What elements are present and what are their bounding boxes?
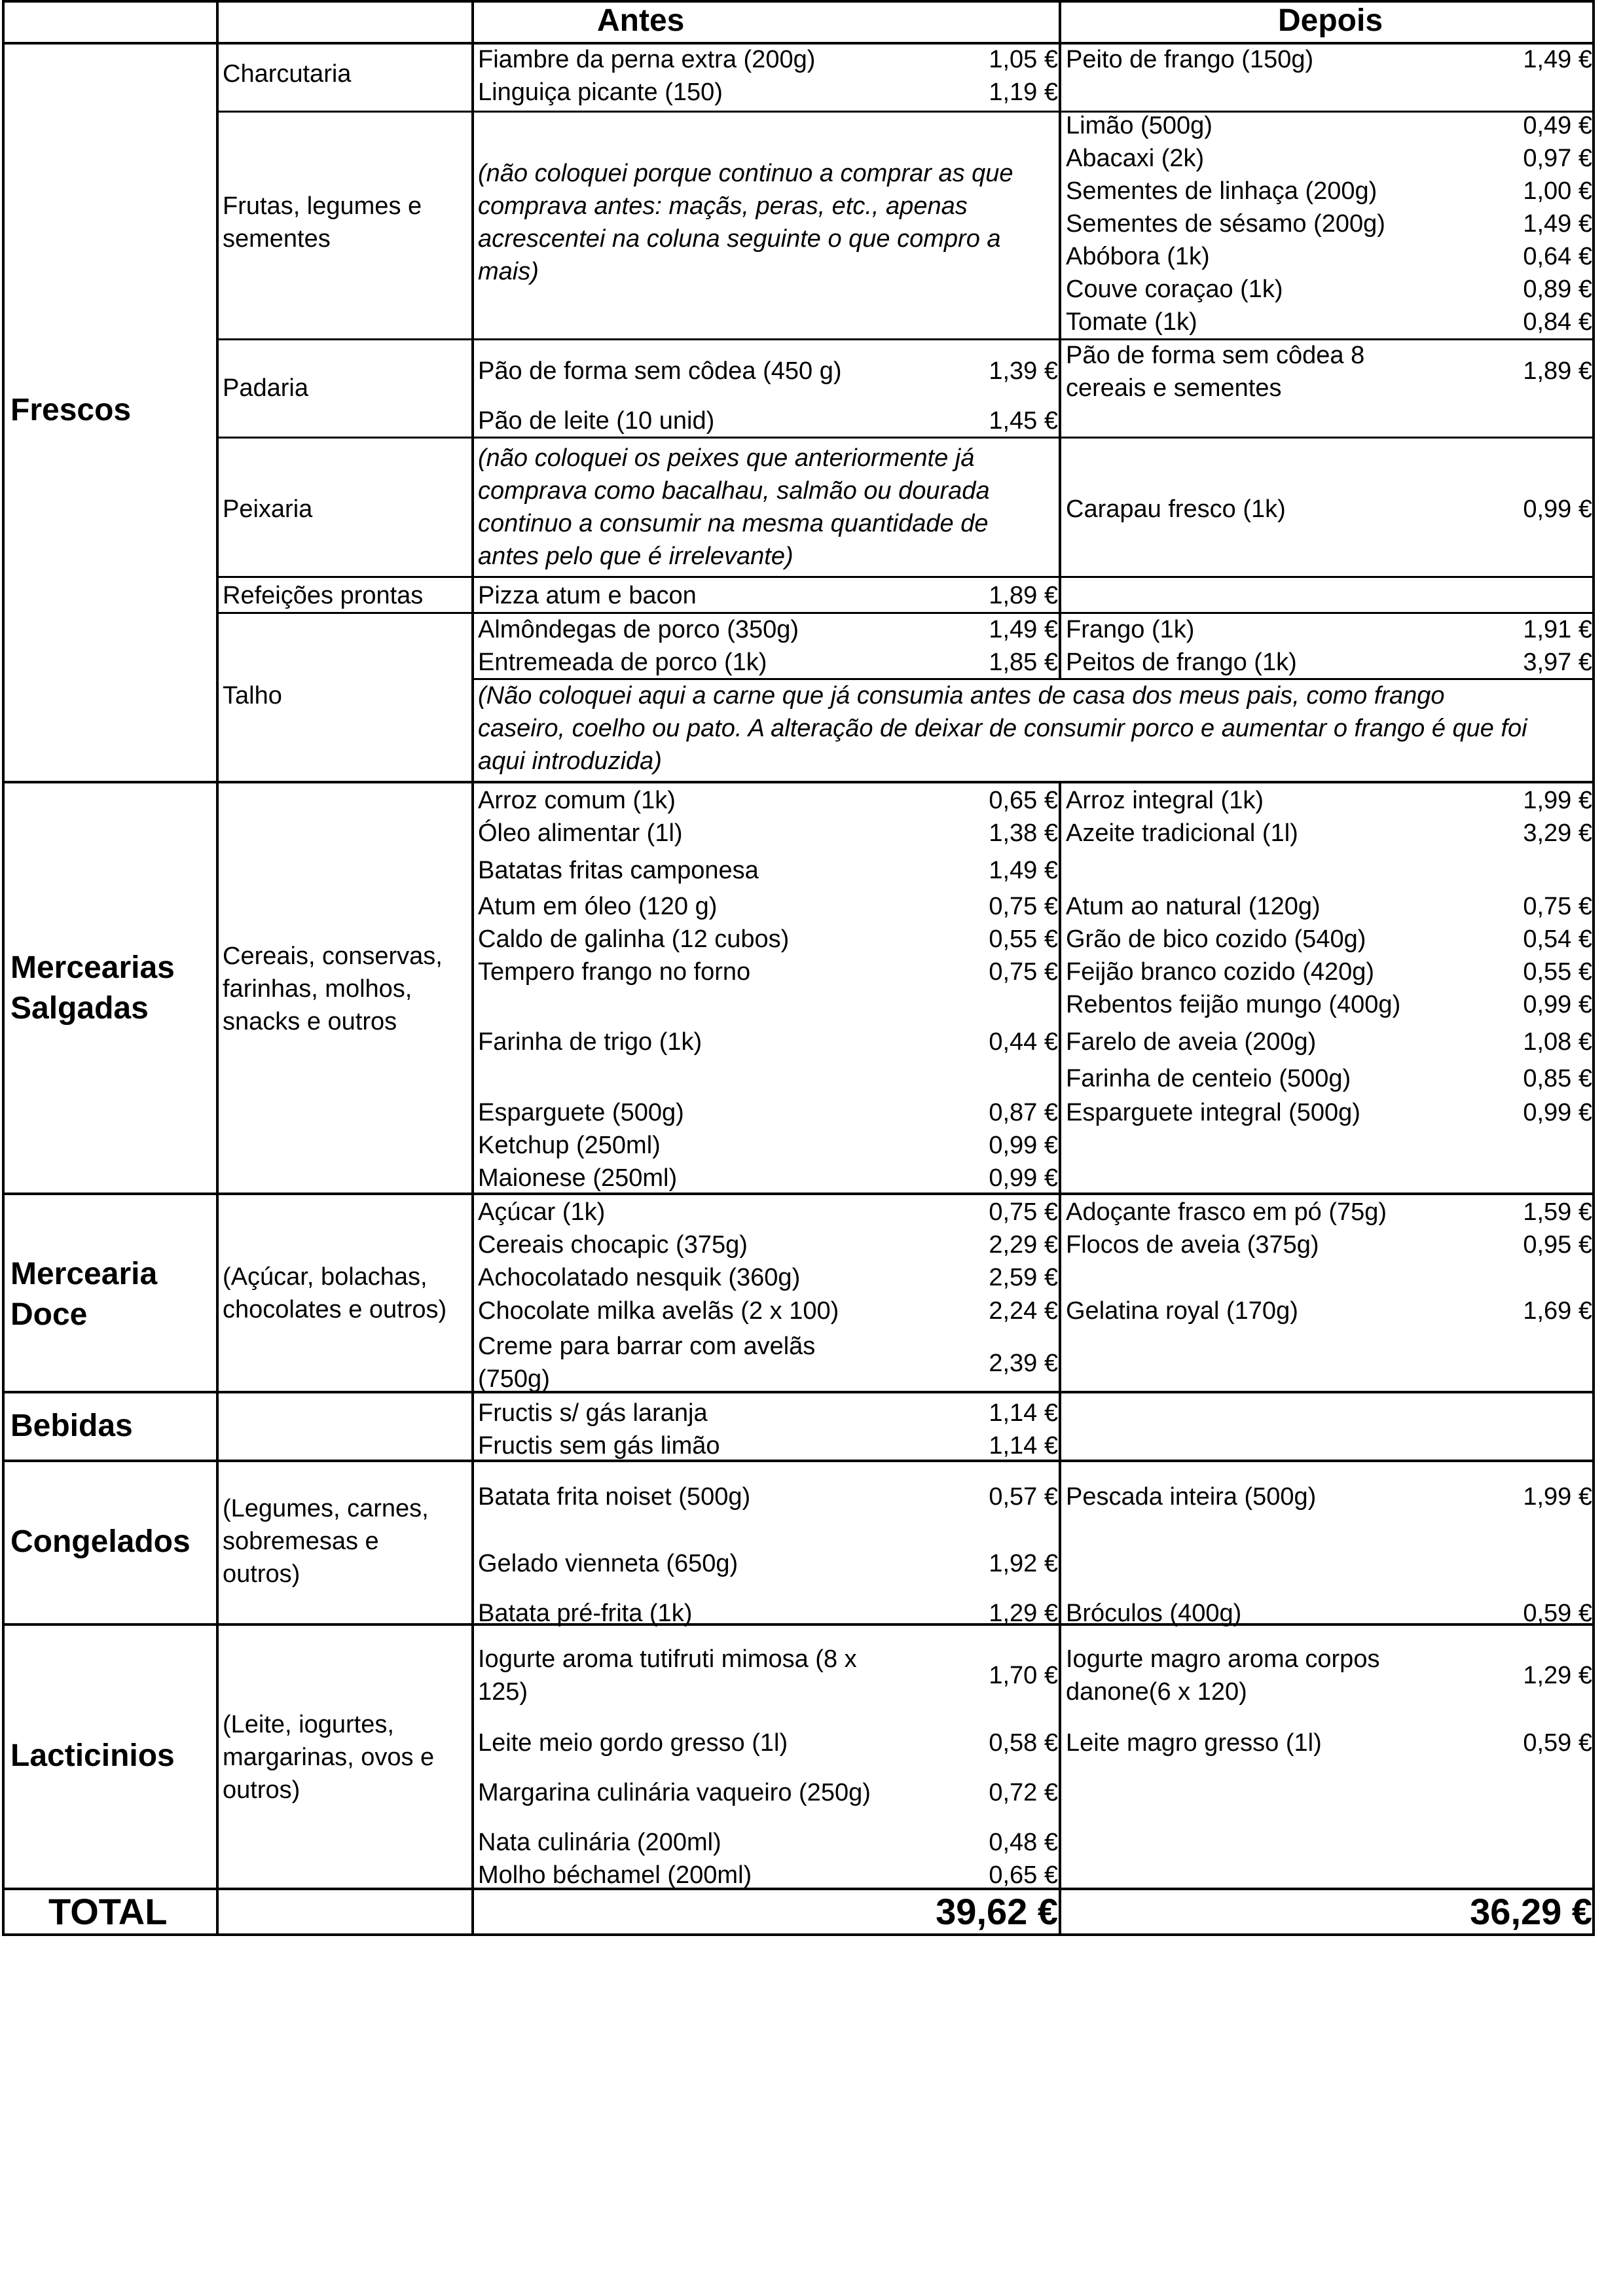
item-name: Sementes de linhaça (200g) (1066, 177, 1377, 205)
item-name: Margarina culinária vaqueiro (250g) (478, 1779, 871, 1806)
subcategory-congelados (223, 1492, 429, 1590)
note-line: antes pelo que é irrelevante) (478, 543, 793, 570)
note-talho (478, 679, 1527, 778)
subcategory-cereais (223, 940, 443, 1038)
item-name: Abóbora (1k) (1066, 243, 1210, 270)
note-line: (não coloquei os peixes que anteriormente já (478, 444, 975, 472)
subcategory-line: Frutas, legumes e (223, 192, 422, 220)
grid-line (216, 576, 1595, 578)
item-name: Batatas fritas camponesa (478, 857, 759, 884)
item-name: Peito de frango (150g) (1066, 46, 1314, 73)
item-price: 1,29 € (989, 1600, 1058, 1627)
item-name: Pizza atum e bacon (478, 582, 697, 609)
item-name: Frango (1k) (1066, 616, 1195, 643)
item-price: 0,99 € (1523, 991, 1592, 1018)
subcategory-line: outros) (223, 1560, 301, 1588)
subcategory-lacticinios (223, 1708, 434, 1806)
item-name: Atum ao natural (120g) (1066, 893, 1321, 920)
item-price: 0,65 € (989, 1861, 1058, 1889)
note-line: comprava como bacalhau, salmão ou dourada (478, 477, 990, 505)
item-name: Arroz comum (1k) (478, 787, 676, 814)
item-price: 0,64 € (1523, 243, 1592, 270)
item-name: Linguiça picante (150) (478, 79, 723, 106)
item-name: Iogurte aroma tutifruti mimosa (8 x (478, 1645, 857, 1673)
item-price: 0,99 € (1523, 495, 1592, 523)
item-name: Atum em óleo (120 g) (478, 893, 718, 920)
grid-line (216, 437, 1595, 439)
grid-line (1059, 781, 1061, 1936)
item-name: Nata culinária (200ml) (478, 1829, 721, 1856)
item-price: 1,89 € (989, 582, 1058, 609)
item-name: Açúcar (1k) (478, 1198, 606, 1226)
item-price: 1,14 € (989, 1432, 1058, 1460)
item-price: 0,72 € (989, 1779, 1058, 1806)
item-price: 0,75 € (989, 893, 1058, 920)
item-price: 1,59 € (1523, 1198, 1592, 1226)
subcategory-line: (Legumes, carnes, (223, 1495, 429, 1522)
item-name: Almôndegas de porco (350g) (478, 616, 799, 643)
note-line: aqui introduzida) (478, 747, 662, 775)
category-lacticinios: Lacticinios (10, 1738, 175, 1773)
item-price: 0,89 € (1523, 276, 1592, 303)
subcategory-line: farinhas, molhos, (223, 975, 412, 1003)
subcategory-refeicoes: Refeições prontas (223, 582, 424, 609)
item-price: 0,84 € (1523, 308, 1592, 336)
subcategory-peixaria: Peixaria (223, 495, 313, 523)
item-name: Peitos de frango (1k) (1066, 649, 1297, 676)
subcategory-line: (Leite, iogurtes, (223, 1711, 394, 1738)
subcategory-padaria: Padaria (223, 374, 308, 402)
item-name: Arroz integral (1k) (1066, 787, 1264, 814)
subcategory-doce (223, 1261, 447, 1326)
category-congelados: Congelados (10, 1524, 191, 1559)
item-price: 0,99 € (989, 1164, 1058, 1192)
header-antes: Antes (597, 3, 685, 38)
item-price: 0,59 € (1523, 1729, 1592, 1757)
grid-line (216, 111, 1595, 113)
item-price: 1,91 € (1523, 616, 1592, 643)
item-price: 1,38 € (989, 819, 1058, 847)
item-name: Chocolate milka avelãs (2 x 100) (478, 1297, 839, 1325)
item-price: 0,85 € (1523, 1065, 1592, 1092)
item-price: 0,44 € (989, 1028, 1058, 1056)
item-price: 0,59 € (1523, 1600, 1592, 1627)
note-line: (não coloquei porque continuo a comprar as que (478, 160, 1013, 187)
item-name: Carapau fresco (1k) (1066, 495, 1286, 523)
item-name-continued: (750g) (478, 1365, 550, 1393)
category-line: Salgadas (10, 991, 149, 1026)
item-price: 0,75 € (989, 958, 1058, 986)
category-line: Doce (10, 1297, 88, 1332)
item-price: 2,59 € (989, 1264, 1058, 1291)
item-name: Tomate (1k) (1066, 308, 1197, 336)
item-name: Ketchup (250ml) (478, 1132, 661, 1159)
item-price: 1,08 € (1523, 1028, 1592, 1056)
subcategory-line: sementes (223, 225, 331, 253)
grid-line (2, 1623, 1595, 1626)
item-price: 3,97 € (1523, 649, 1592, 676)
subcategory-line: Cereais, conservas, (223, 942, 443, 970)
item-name: Gelado vienneta (650g) (478, 1550, 739, 1577)
item-price: 0,99 € (989, 1132, 1058, 1159)
item-name-continued: 125) (478, 1678, 528, 1706)
item-name: Rebentos feijão mungo (400g) (1066, 991, 1401, 1018)
item-price: 1,14 € (989, 1399, 1058, 1427)
category-line: Mercearia (10, 1257, 158, 1291)
total-depois: 36,29 € (1470, 1891, 1592, 1932)
item-name: Cereais chocapic (375g) (478, 1231, 748, 1259)
item-name: Óleo alimentar (1l) (478, 819, 683, 847)
item-name: Bróculos (400g) (1066, 1600, 1242, 1627)
item-name: Adoçante frasco em pó (75g) (1066, 1198, 1387, 1226)
item-name-continued: danone(6 x 120) (1066, 1678, 1247, 1706)
subcategory-line: sobremesas e (223, 1528, 379, 1555)
category-bebidas: Bebidas (10, 1408, 133, 1443)
item-price: 2,39 € (989, 1350, 1058, 1377)
subcategory-line: margarinas, ovos e (223, 1744, 435, 1771)
item-price: 0,75 € (989, 1198, 1058, 1226)
item-name: Batata frita noiset (500g) (478, 1483, 751, 1511)
item-price: 1,05 € (989, 46, 1058, 73)
item-name: Flocos de aveia (375g) (1066, 1231, 1319, 1259)
item-price: 0,57 € (989, 1483, 1058, 1511)
item-price: 1,49 € (1523, 210, 1592, 238)
item-price: 0,58 € (989, 1729, 1058, 1757)
grid-line (216, 0, 219, 1936)
item-price: 1,70 € (989, 1662, 1058, 1689)
subcategory-line: (Açúcar, bolachas, (223, 1263, 428, 1291)
item-name: Esparguete (500g) (478, 1099, 684, 1126)
item-price: 1,99 € (1523, 1483, 1592, 1511)
note-peixaria (478, 442, 990, 573)
item-price: 1,69 € (1523, 1297, 1592, 1325)
grid-line (2, 781, 1595, 783)
item-name: Pão de leite (10 unid) (478, 407, 715, 435)
item-price: 0,48 € (989, 1829, 1058, 1856)
note-line: caseiro, coelho ou pato. A alteração de deixar de consumir porco e aumentar o frango é que foi (478, 715, 1527, 742)
note-line: comprava antes: maçãs, peras, etc., apenas (478, 192, 968, 220)
item-name: Pão de forma sem côdea 8 (1066, 342, 1365, 369)
grid-line (2, 1391, 1595, 1393)
item-name: Fructis sem gás limão (478, 1432, 720, 1460)
grid-line (2, 1193, 1595, 1195)
item-price: 0,75 € (1523, 893, 1592, 920)
item-name: Abacaxi (2k) (1066, 145, 1205, 172)
note-line: acrescentei na coluna seguinte o que compro a (478, 225, 1001, 253)
item-price: 1,89 € (1523, 357, 1592, 385)
item-price: 1,29 € (1523, 1662, 1592, 1689)
item-price: 0,97 € (1523, 145, 1592, 172)
item-price: 2,29 € (989, 1231, 1058, 1259)
item-name: Feijão branco cozido (420g) (1066, 958, 1375, 986)
grid-line (1592, 0, 1595, 1936)
item-name: Leite meio gordo gresso (1l) (478, 1729, 788, 1757)
item-price: 1,92 € (989, 1550, 1058, 1577)
note-line: continuo a consumir na mesma quantidade de (478, 510, 989, 537)
item-price: 1,85 € (989, 649, 1058, 676)
item-price: 0,99 € (1523, 1099, 1592, 1126)
item-price: 2,24 € (989, 1297, 1058, 1325)
total-label: TOTAL (48, 1891, 168, 1932)
item-name: Tempero frango no forno (478, 958, 751, 986)
item-name: Limão (500g) (1066, 112, 1213, 139)
category-mercearias-salgadas (10, 948, 175, 1029)
item-price: 0,87 € (989, 1099, 1058, 1126)
item-name: Creme para barrar com avelãs (478, 1333, 816, 1360)
item-name: Maionese (250ml) (478, 1164, 678, 1192)
item-name-continued: cereais e sementes (1066, 374, 1282, 402)
item-name: Farinha de centeio (500g) (1066, 1065, 1351, 1092)
item-name: Pão de forma sem côdea (450 g) (478, 357, 842, 385)
item-name: Couve coraçao (1k) (1066, 276, 1283, 303)
item-name: Batata pré-frita (1k) (478, 1600, 693, 1627)
note-frutas (478, 157, 1013, 288)
grid-line (1059, 0, 1061, 678)
item-price: 0,54 € (1523, 925, 1592, 953)
note-line: mais) (478, 258, 539, 285)
item-price: 1,45 € (989, 407, 1058, 435)
grid-line (471, 0, 474, 1936)
item-name: Fructis s/ gás laranja (478, 1399, 708, 1427)
item-price: 0,49 € (1523, 112, 1592, 139)
grid-line (2, 0, 5, 1936)
item-name: Farelo de aveia (200g) (1066, 1028, 1317, 1056)
item-name: Caldo de galinha (12 cubos) (478, 925, 790, 953)
item-name: Achocolatado nesquik (360g) (478, 1264, 801, 1291)
item-price: 1,39 € (989, 357, 1058, 385)
item-price: 0,65 € (989, 787, 1058, 814)
grid-line (216, 612, 1595, 614)
item-name: Iogurte magro aroma corpos (1066, 1645, 1380, 1673)
subcategory-frutas (223, 190, 422, 255)
item-price: 1,49 € (1523, 46, 1592, 73)
category-line: Mercearias (10, 950, 175, 985)
item-price: 1,49 € (989, 857, 1058, 884)
item-price: 1,19 € (989, 79, 1058, 106)
item-price: 0,95 € (1523, 1231, 1592, 1259)
header-depois: Depois (1278, 3, 1383, 38)
item-name: Sementes de sésamo (200g) (1066, 210, 1385, 238)
item-price: 1,49 € (989, 616, 1058, 643)
grid-line (216, 338, 1595, 340)
grid-line (2, 1460, 1595, 1462)
item-price: 1,00 € (1523, 177, 1592, 205)
subcategory-line: snacks e outros (223, 1008, 397, 1035)
item-price: 0,55 € (1523, 958, 1592, 986)
total-antes: 39,62 € (936, 1891, 1058, 1932)
category-mercearia-doce (10, 1254, 157, 1335)
item-name: Grão de bico cozido (540g) (1066, 925, 1366, 953)
note-line: (Não coloquei aqui a carne que já consumia antes de casa dos meus pais, como frango (478, 682, 1445, 709)
subcategory-line: outros) (223, 1776, 301, 1804)
subcategory-talho: Talho (223, 682, 282, 709)
item-name: Fiambre da perna extra (200g) (478, 46, 816, 73)
grid-line (2, 1933, 1595, 1936)
item-price: 0,55 € (989, 925, 1058, 953)
item-name: Leite magro gresso (1l) (1066, 1729, 1322, 1757)
item-price: 3,29 € (1523, 819, 1592, 847)
item-name: Farinha de trigo (1k) (478, 1028, 702, 1056)
item-name: Pescada inteira (500g) (1066, 1483, 1317, 1511)
subcategory-charcutaria: Charcutaria (223, 60, 352, 88)
subcategory-line: chocolates e outros) (223, 1296, 447, 1323)
item-name: Molho béchamel (200ml) (478, 1861, 752, 1889)
item-name: Azeite tradicional (1l) (1066, 819, 1298, 847)
item-price: 1,99 € (1523, 787, 1592, 814)
item-name: Esparguete integral (500g) (1066, 1099, 1360, 1126)
item-name: Entremeada de porco (1k) (478, 649, 767, 676)
category-frescos: Frescos (10, 393, 132, 427)
item-name: Gelatina royal (170g) (1066, 1297, 1298, 1325)
